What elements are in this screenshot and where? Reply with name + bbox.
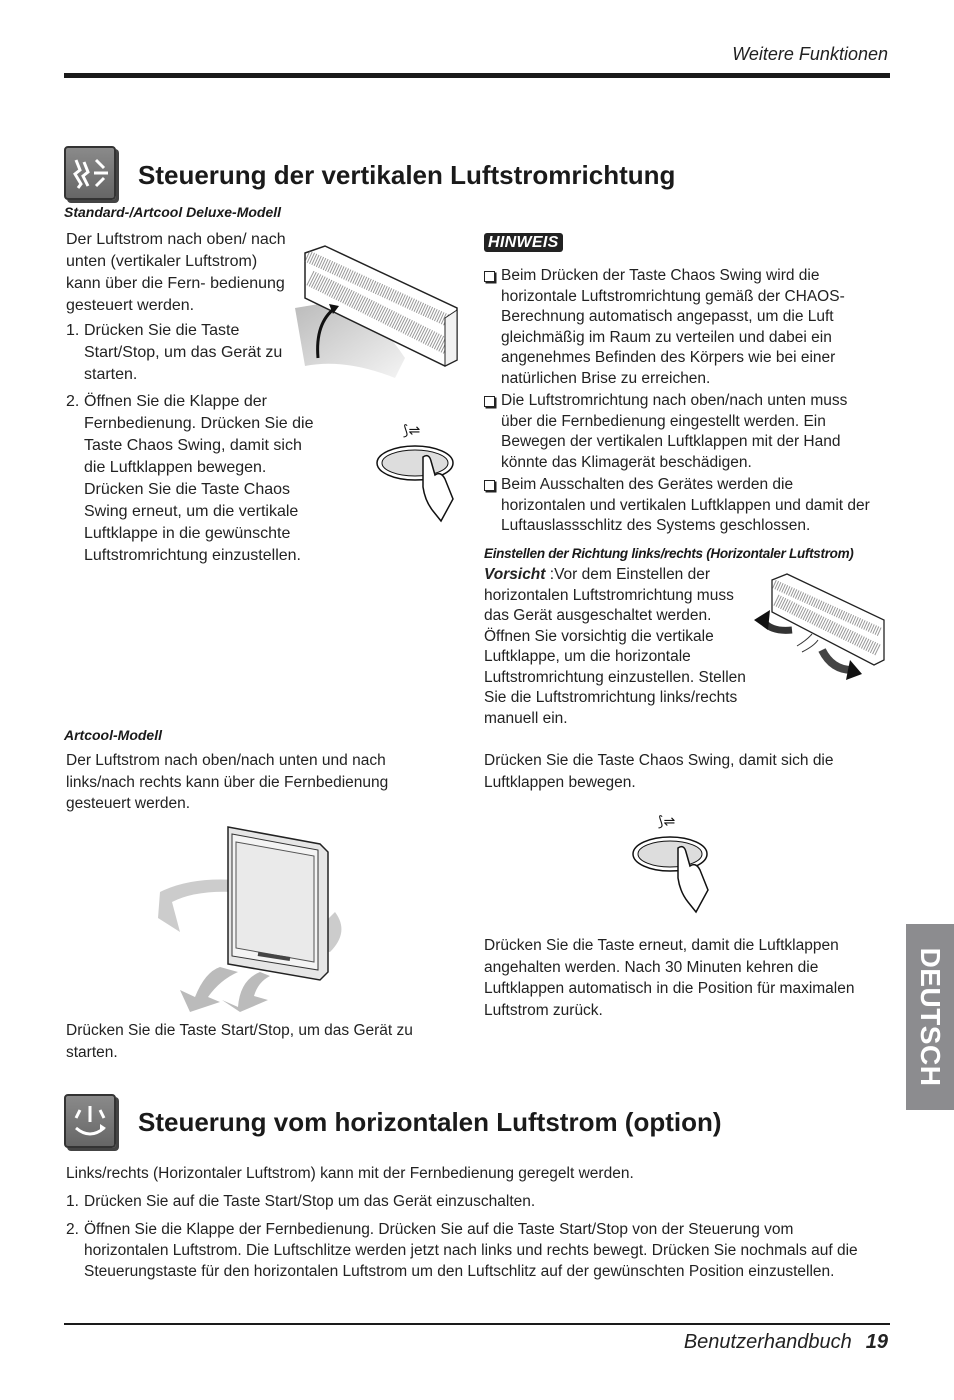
standard-model-steps xyxy=(66,320,314,572)
note-item: Beim Drücken der Taste Chaos Swing wird die horizontale Luftstromrichtung gemäß der CHAOS-Berechnung automatisch angepasst, um die Luft gleichmäßig im Raum zu verteilen und dabei ein angenehmes Befinden des Körpers wie bei einer natürlichen Brise zu erreichen. xyxy=(484,266,874,389)
header-rule xyxy=(64,73,890,78)
step-item: 1. Drücken Sie die Taste Start/Stop, um das Gerät zu starten. xyxy=(66,322,283,383)
svg-text:⟆⇌: ⟆⇌ xyxy=(403,423,421,439)
subheading-horizontal-adjust: Einstellen der Richtung links/rechts (Horizontaler Luftstrom) xyxy=(484,546,854,561)
artcool-unit-illustration xyxy=(150,822,360,1012)
caution-label: Vorsicht xyxy=(484,566,546,583)
section2-intro: Links/rechts (Horizontaler Luftstrom) kann mit der Fernbedienung geregelt werden. xyxy=(66,1165,634,1182)
press-again-text: Drücken Sie die Taste erneut, damit die Luftklappen angehalten werden. Nach 30 Minuten kehren die Luftklappen automatisch in die Position für maximalen Luftstrom zurück. xyxy=(484,937,855,1019)
horizontal-swing-icon xyxy=(64,1094,116,1148)
header-section-label: Weitere Funktionen xyxy=(732,44,888,64)
step-item: 1. Drücken Sie auf die Taste Start/Stop um das Gerät einzuschalten. xyxy=(66,1193,536,1210)
artcool-start-text: Drücken Sie die Taste Start/Stop, um das Gerät zu starten. xyxy=(66,1022,413,1061)
language-side-tab: DEUTSCH xyxy=(906,924,954,1110)
subheading-artcool-model: Artcool-Modell xyxy=(64,727,162,743)
svg-text:⟆⇌: ⟆⇌ xyxy=(658,814,676,830)
footer xyxy=(684,1331,888,1354)
note-item: Die Luftstromrichtung nach oben/nach unten muss über die Fernbedienung eingestellt werden. Ein Bewegen der vertikalen Luftklappen mit der Hand könnte das Klimagerät beschädigen. xyxy=(484,391,874,473)
caution-paragraph: Vorsicht :Vor dem Einstellen der horizontalen Luftstromrichtung muss das Gerät ausgeschaltet werden. Öffnen Sie vorsichtig die vertikale Luftklappe, um die horizontale Luftstromrichtung einzustellen. Stellen Sie die Luftstromrichtung links/rechts manuell ein. xyxy=(484,566,746,727)
checkbox-bullet-icon xyxy=(484,480,495,491)
swing-icon xyxy=(64,146,116,200)
page-number: 19 xyxy=(865,1331,888,1353)
note-list xyxy=(484,266,874,539)
note-item: Beim Ausschalten des Gerätes werden die horizontalen und vertikalen Luftklappen und damit der Luftauslassschlitz des Systems geschlossen. xyxy=(484,475,874,537)
footer-manual-title: Benutzerhandbuch xyxy=(683,1331,852,1353)
indoor-unit-vertical-swing-illustration xyxy=(285,238,465,383)
note-badge: HINWEIS xyxy=(484,233,563,252)
press-swing-text: Drücken Sie die Taste Chaos Swing, damit sich die Luftklappen bewegen. xyxy=(484,752,834,791)
manual-louver-adjust-illustration xyxy=(752,570,887,685)
chaos-swing-button-illustration xyxy=(632,808,722,920)
section-title-vertical-airflow: Steuerung der vertikalen Luftstromrichtung xyxy=(138,160,676,190)
subheading-standard-model: Standard-/Artcool Deluxe-Modell xyxy=(64,204,282,220)
step-item: 2. Öffnen Sie die Klappe der Fernbedienung. Drücken Sie die Taste Chaos Swing, damit sich die Luftklappen bewegen. Drücken Sie die Taste Chaos Swing erneut, um die vertikale Luftklappe in die gewünschte Luftstromrichtung einzustellen. xyxy=(66,393,314,564)
chaos-swing-button-illustration xyxy=(375,415,465,525)
footer-rule xyxy=(64,1323,890,1325)
checkbox-bullet-icon xyxy=(484,396,495,407)
section-title-horizontal-airflow: Steuerung vom horizontalen Luftstrom (option) xyxy=(138,1107,722,1137)
section2-steps xyxy=(66,1191,878,1287)
step-item: 2. Öffnen Sie die Klappe der Fernbedienung. Drücken Sie auf die Taste Start/Stop von der Steuerung vom horizontalen Luftstrom. Die Luftschlitze werden jetzt nach links und rechts bewegt. Drücken Sie nochmals auf die Steuerungstaste für den horizontalen Luftstrom um den Luftschlitz auf der gewünschten Position einzustellen. xyxy=(66,1221,858,1280)
standard-model-intro: Der Luftstrom nach oben/ nach unten (vertikaler Luftstrom) kann über die Fern- bedienung gesteuert werden. xyxy=(66,231,286,314)
checkbox-bullet-icon xyxy=(484,271,495,282)
artcool-intro: Der Luftstrom nach oben/nach unten und nach links/nach rechts kann über die Fernbedienung gesteuert werden. xyxy=(66,752,389,812)
